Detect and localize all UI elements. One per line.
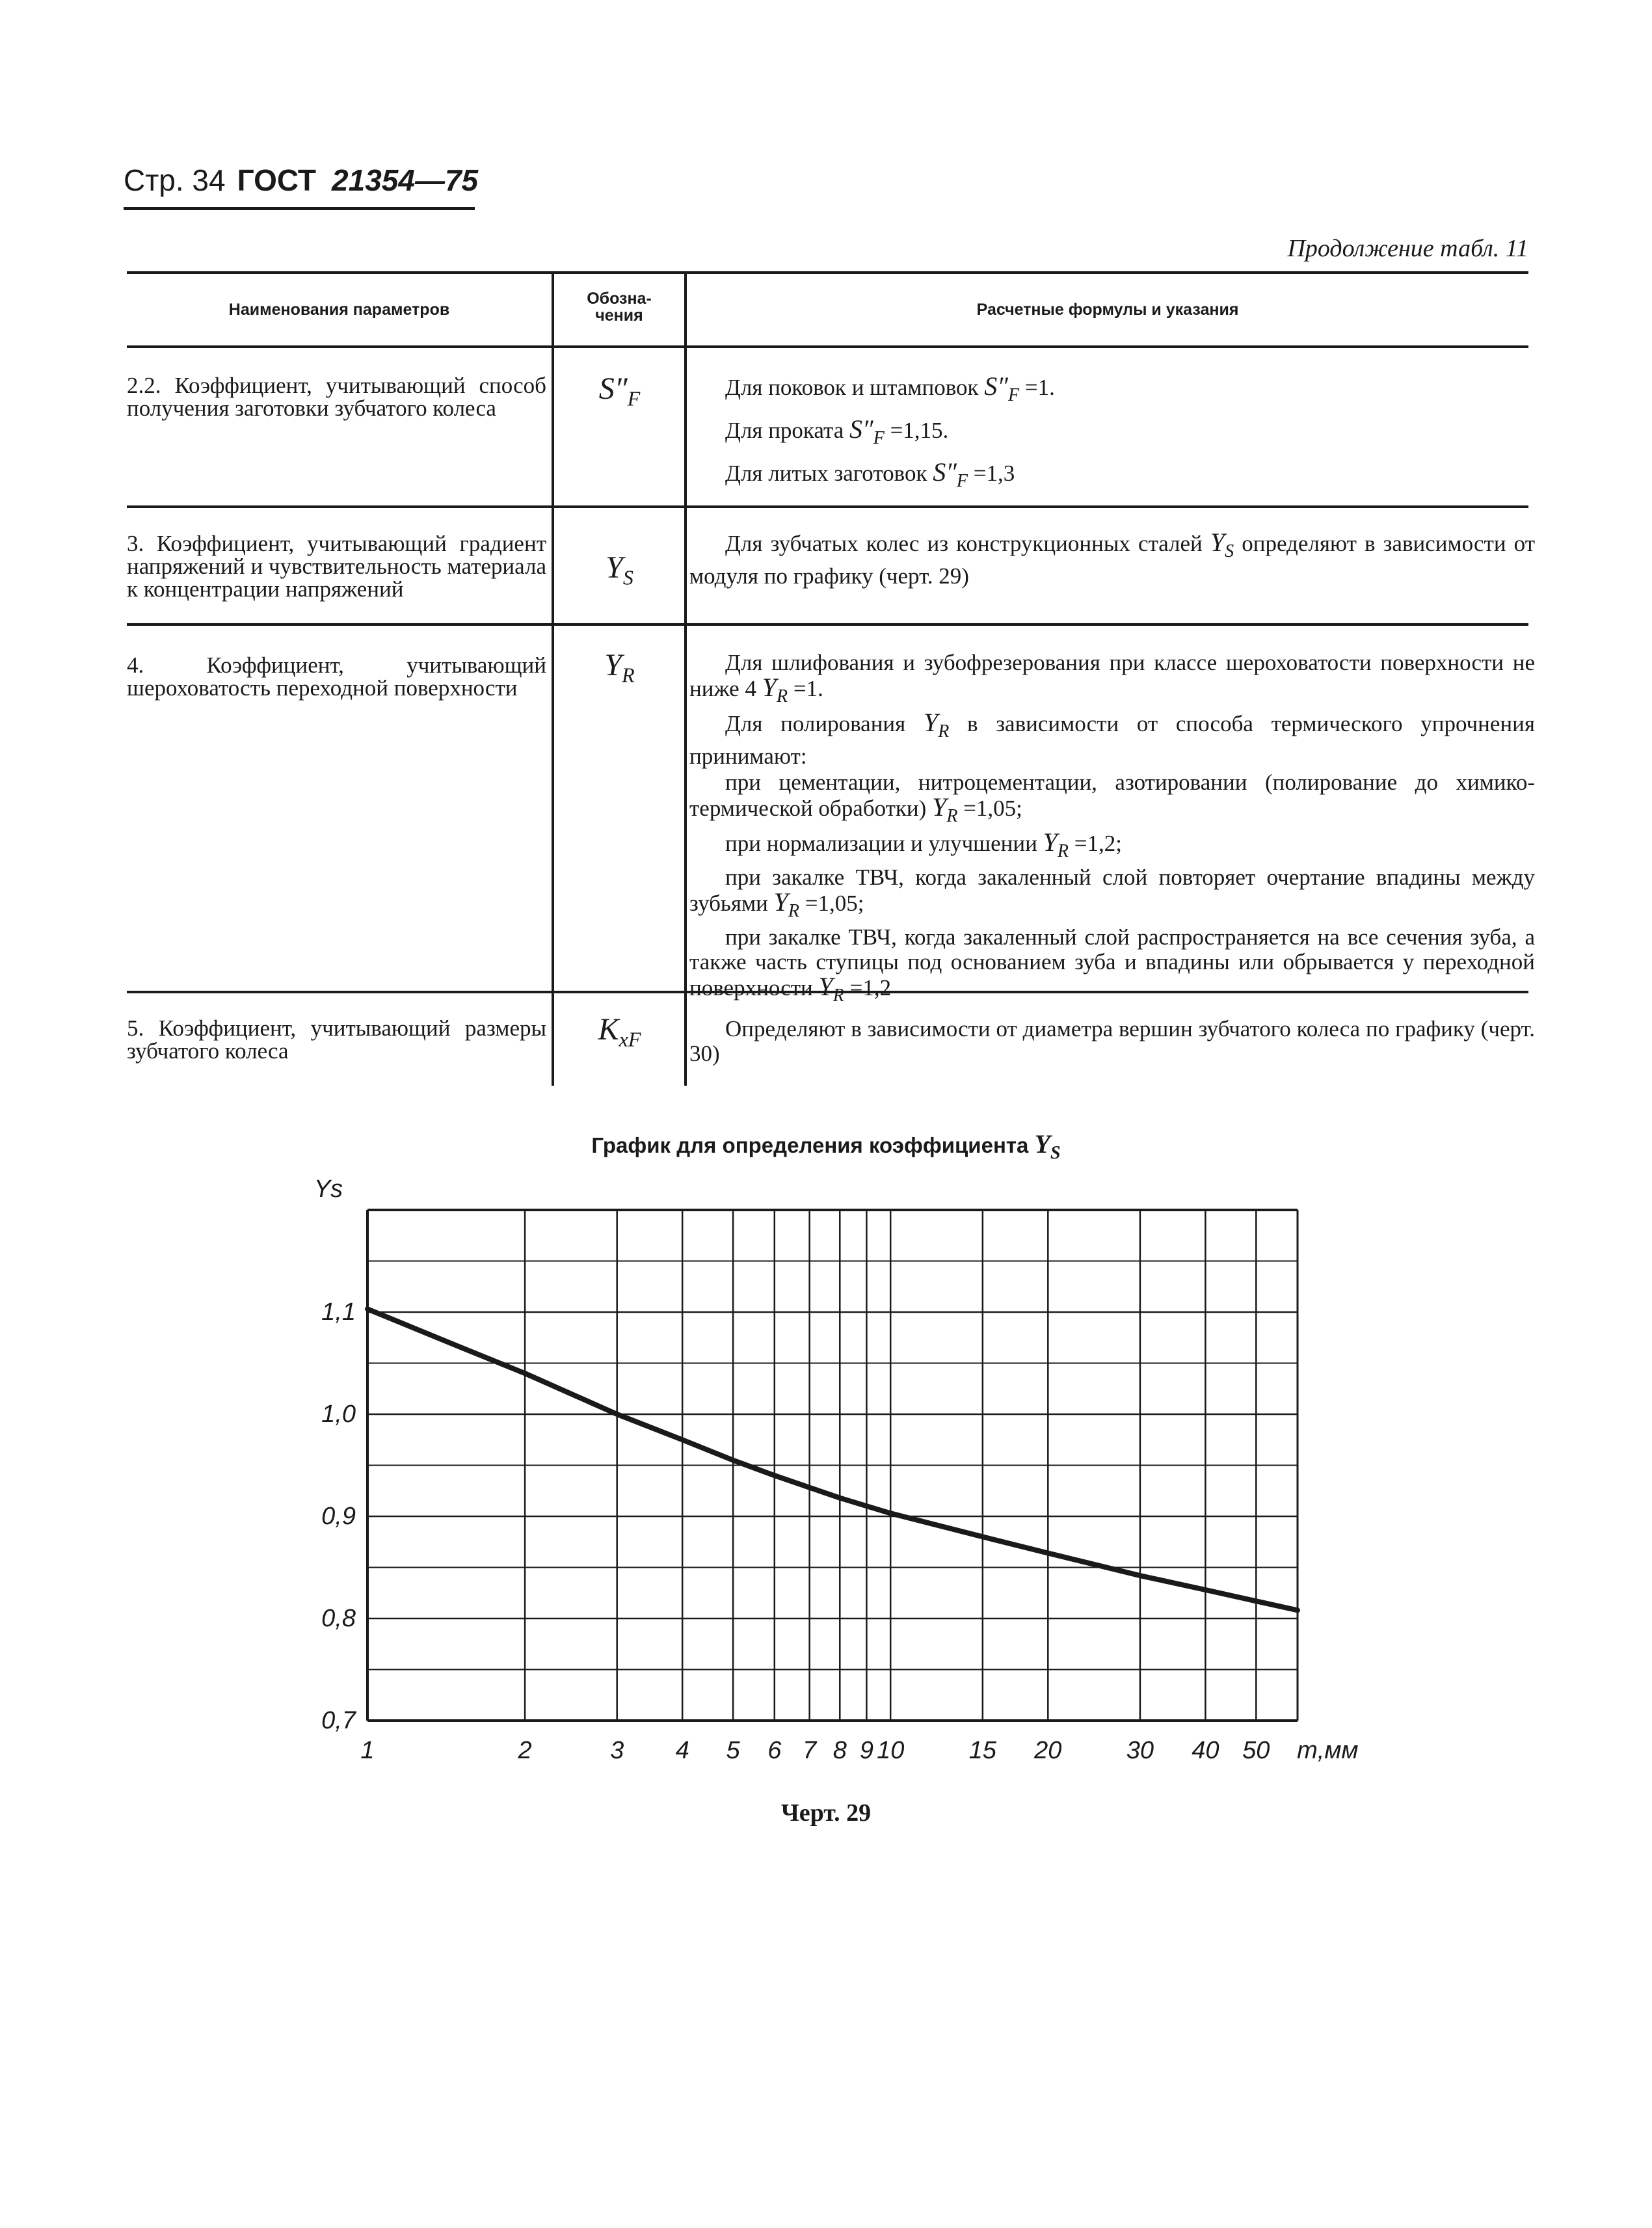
chart-grid bbox=[367, 1210, 1298, 1721]
y-axis-label: Ys bbox=[313, 1175, 343, 1203]
table-row-3-symbol: $Y_R$ bbox=[604, 648, 635, 687]
table-row-2-param: 3. Коэффициент, учитывающий градиент напряжений и чувствительность материала к концентрации напряжений bbox=[127, 531, 546, 602]
x-tick-label: 2 bbox=[518, 1737, 532, 1764]
x-tick-label: 1 bbox=[360, 1737, 375, 1764]
symbol-base: S bbox=[598, 371, 615, 406]
x-tick-label: 7 bbox=[803, 1737, 817, 1764]
y-tick-label: 0,7 bbox=[321, 1707, 356, 1734]
table-row-3-param: 4. Коэффициент, учитывающий шероховатость переходной поверхности bbox=[127, 652, 546, 701]
column-header-symbols-line-2: чения bbox=[595, 306, 643, 325]
series-line-ys bbox=[367, 1309, 1298, 1610]
table-row-4-symbol: $K_{xF}$ bbox=[598, 1012, 641, 1051]
formula-line: при нормализации и улучшении $Y_R =1,2$; bbox=[725, 827, 1122, 861]
x-tick-label: 20 bbox=[1034, 1737, 1062, 1764]
formula-line: Для литых заготовок $S''_F =1,3$ bbox=[725, 457, 1015, 491]
page-label: Стр. 34 bbox=[124, 163, 226, 197]
formula-line: Для полирования $Y_R$ в зависимости от способа термического упрочнения принимают: bbox=[689, 708, 1535, 769]
x-axis-unit-label: m,мм bbox=[1297, 1737, 1359, 1764]
table-row-4-param: 5. Коэффициент, учитывающий размеры зубчатого колеса bbox=[127, 1015, 546, 1064]
formula-line: при цементации, нитроцементации, азотировании (полирование до химико-термической обработки) $Y_R =1,05$; bbox=[689, 770, 1535, 826]
y-tick-label: 0,8 bbox=[321, 1605, 356, 1632]
formula-line: Для шлифования и зубофрезерования при классе шероховатости поверхности не ниже 4 $Y_R =1$. bbox=[689, 650, 1535, 706]
x-tick-label: 40 bbox=[1192, 1737, 1219, 1764]
formula-line: Для проката $S''_F =1,15$. bbox=[725, 414, 949, 448]
chart-title-sub: S bbox=[1050, 1143, 1061, 1163]
x-tick-label: 9 bbox=[859, 1737, 873, 1764]
y-tick-label: 0,9 bbox=[321, 1503, 356, 1530]
formula-line: при закалке ТВЧ, когда закаленный слой распространяется на все сечения зуба, а также часть ступицы под основанием зуба и впадины или обрывается у переходной поверхности $Y_R =1,2$ bbox=[689, 924, 1535, 1006]
chart-series bbox=[367, 1309, 1298, 1610]
x-tick-label: 4 bbox=[675, 1737, 689, 1764]
formula-line: Определяют в зависимости от диаметра вершин зубчатого колеса по графику (черт. 30) bbox=[689, 1016, 1535, 1066]
table-row-1-symbol: $S''_F$ bbox=[598, 371, 641, 410]
chart-title-var: Y bbox=[1034, 1129, 1051, 1159]
table-row-2-symbol: $Y_S$ bbox=[606, 550, 633, 589]
y-tick-label: 1,0 bbox=[321, 1401, 356, 1428]
chart-axis-labels bbox=[314, 1175, 1359, 1764]
column-header-symbols-line-1: Обозна- bbox=[587, 289, 652, 308]
y-tick-label: 1,1 bbox=[321, 1298, 356, 1326]
x-tick-label: 6 bbox=[767, 1737, 782, 1764]
chart-caption: Черт. 29 bbox=[780, 1799, 872, 1827]
formula-line: Для поковок и штамповок $S''_F =1$. bbox=[725, 371, 1055, 405]
formula-line: Для зубчатых колес из конструкционных сталей $Y_S$ определяют в зависимости от модуля по графику (черт. 29) bbox=[689, 528, 1535, 589]
chart-title-text: График для определения коэффициента bbox=[591, 1133, 1035, 1157]
standard-number: 21354—75 bbox=[332, 163, 479, 197]
x-tick-label: 50 bbox=[1242, 1737, 1270, 1764]
symbol-sub: F bbox=[627, 386, 641, 410]
continuation-label: Продолжение табл. 11 bbox=[1287, 235, 1528, 262]
table-row-1-param: 2.2. Коэффициент, учитывающий способ получения заготовки зубчатого колеса bbox=[127, 373, 546, 421]
column-header-formulas: Расчетные формулы и указания bbox=[976, 301, 1239, 319]
x-tick-label: 5 bbox=[726, 1737, 740, 1764]
x-tick-label: 15 bbox=[968, 1737, 996, 1764]
formula-line: при закалке ТВЧ, когда закаленный слой повторяет очертание впадины между зубьями $Y_R =1,05$; bbox=[689, 865, 1535, 921]
x-tick-label: 30 bbox=[1126, 1737, 1154, 1764]
x-tick-label: 3 bbox=[610, 1737, 624, 1764]
x-tick-label: 8 bbox=[833, 1737, 847, 1764]
x-tick-label: 10 bbox=[877, 1737, 905, 1764]
column-header-parameters: Наименования параметров bbox=[228, 301, 450, 319]
standard-name: ГОСТ bbox=[237, 163, 317, 197]
